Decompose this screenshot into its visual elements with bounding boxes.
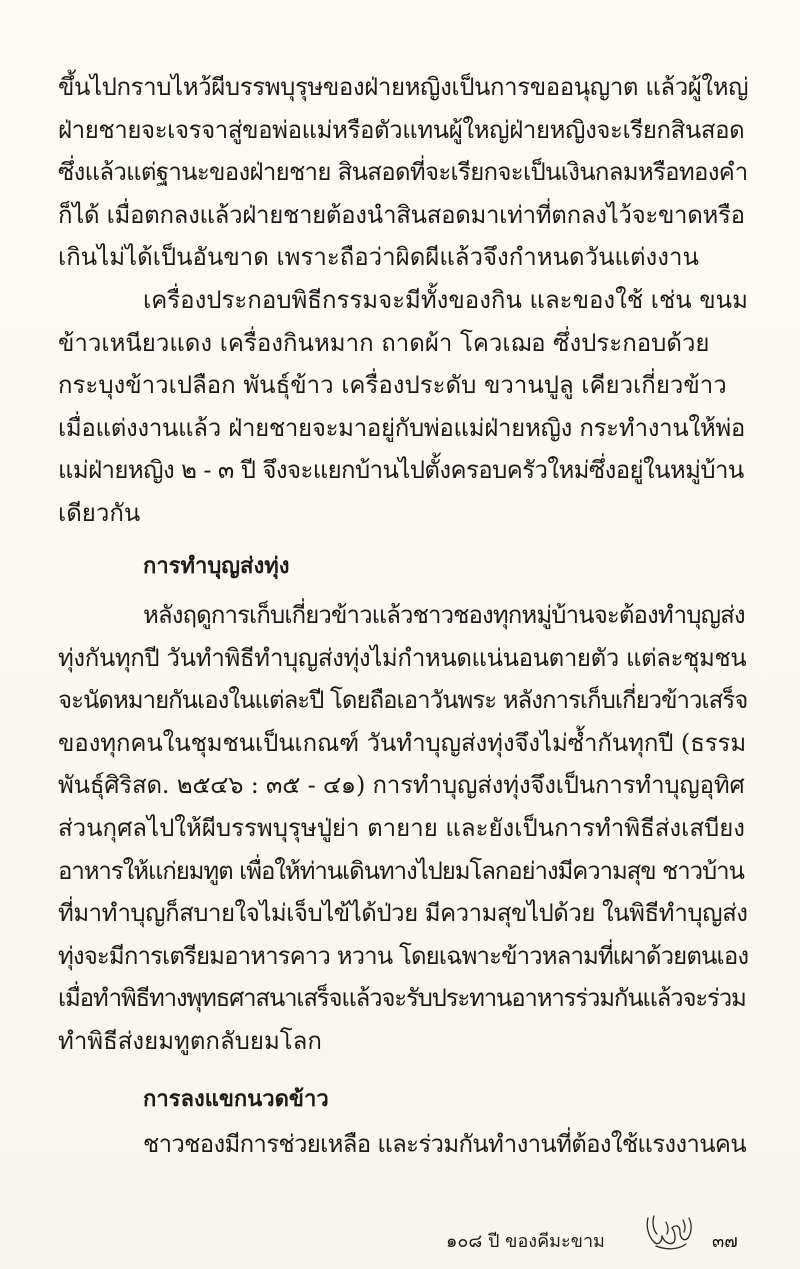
text-line: ก็ได้ เมื่อตกลงแล้วฝ่ายชายต้องนำสินสอดมาเท่าที่ตกลงไว้จะขาดหรือ [58,200,745,229]
text-line: ชาวชองมีการช่วยเหลือ และร่วมกันทำงานที่ต้องใช้แรงงานคน [143,1130,746,1158]
page-number: ๓๗ [712,1231,738,1252]
text-line: ส่วนกุศลไปให้ผีบรรพบุรุษปู่ย่า ตายาย และยังเป็นการทำพิธีส่งเสบียง [58,813,745,842]
paragraph-block [58,1123,748,1166]
footer-book-title: ๑๐๘ ปี ของคีมะขาม [446,1231,605,1252]
text-line: ทำพิธีส่งยมทูตกลับยมโลก [58,1026,322,1055]
section-heading: การลงแขกนวดข้าว [143,1086,329,1112]
text-line: ขึ้นไปกราบไหว้ผีบรรพบุรุษของฝ่ายหญิงเป็นการขออนุญาต แล้วผู้ใหญ่ [58,73,749,101]
text-line: ทุ่งจะมีการเตรียมอาหารคาว หวาน โดยเฉพาะข้าวหลามที่เผาด้วยตนเอง [58,941,749,970]
text-line: ทุ่งกันทุกปี วันทำพิธีทำบุญส่งทุ่งไม่กำหนดแน่นอนตายตัว แต่ละชุมชน [58,643,747,672]
text-line: ของทุกคนในชุมชนเป็นเกณฑ์ วันทำบุญส่งทุ่งจึงไม่ซ้ำกันทุกปี (ธรรม [58,728,747,757]
text-line: ที่มาทำบุญก็สบายใจไม่เจ็บไข้ได้ป่วย มีความสุขไปด้วย ในพิธีทำบุญส่ง [58,899,748,928]
text-line: จะนัดหมายกันเองในแต่ละปี โดยถือเอาวันพระ หลังการเก็บเกี่ยวข้าวเสร็จ [58,686,748,715]
text-line: ฝ่ายชายจะเจรจาสู่ขอพ่อแม่หรือตัวแทนผู้ใหญ่ฝ่ายหญิงจะเรียกสินสอด [58,115,745,144]
paragraph-block [58,66,748,535]
text-line: พันธุ์ศิริสด. ๒๕๔๖ : ๓๕ - ๔๑) การทำบุญส่งทุ่งจึงเป็นการทำบุญอุทิศ [58,771,745,800]
page-footer [446,1222,746,1254]
paragraph-block [58,594,748,1063]
text-line: เกินไม่ได้เป็นอันขาด เพราะถือว่าผิดผีแล้วจึงกำหนดวันแต่งงาน [58,243,699,272]
sketch-logo-icon [642,1212,700,1252]
text-line: อาหารให้แก่ยมทูต เพื่อให้ท่านเดินทางไปยมโลกอย่างมีความสุข ชาวบ้าน [58,856,744,885]
text-line: เมื่อทำพิธีทางพุทธศาสนาเสร็จแล้วจะรับประทานอาหารร่วมกันแล้วจะร่วม [58,984,746,1013]
text-line: ข้าวเหนียวแดง เครื่องกินหมาก ถาดผ้า โควเฌอ ซึ่งประกอบด้วย [58,328,710,357]
text-line: กระบุงข้าวเปลือก พันธุ์ข้าว เครื่องประดับ ขวานปูลู เคียวเกี่ยวข้าว [58,371,727,400]
text-line: เมื่อแต่งงานแล้ว ฝ่ายชายจะมาอยู่กับพ่อแม่ฝ่ายหญิง กระทำงานให้พ่อ [58,413,746,442]
text-line: เดียวกัน [58,498,141,527]
text-line: ซึ่งแล้วแต่ฐานะของฝ่ายชาย สินสอดที่จะเรียกจะเป็นเงินกลมหรือทองคำ [58,158,748,187]
text-line: หลังฤดูการเก็บเกี่ยวข้าวแล้วชาวชองทุกหมู่บ้านจะต้องทำบุญส่ง [143,601,745,629]
text-line: เครื่องประกอบพิธีกรรมจะมีทั้งของกิน และของใช้ เช่น ขนม [143,285,748,314]
section-heading: การทำบุญส่งทุ่ง [143,553,290,579]
text-line: แม่ฝ่ายหญิง ๒ - ๓ ปี จึงจะแยกบ้านไปตั้งครอบครัวใหม่ซึ่งอยู่ในหมู่บ้าน [58,456,744,485]
